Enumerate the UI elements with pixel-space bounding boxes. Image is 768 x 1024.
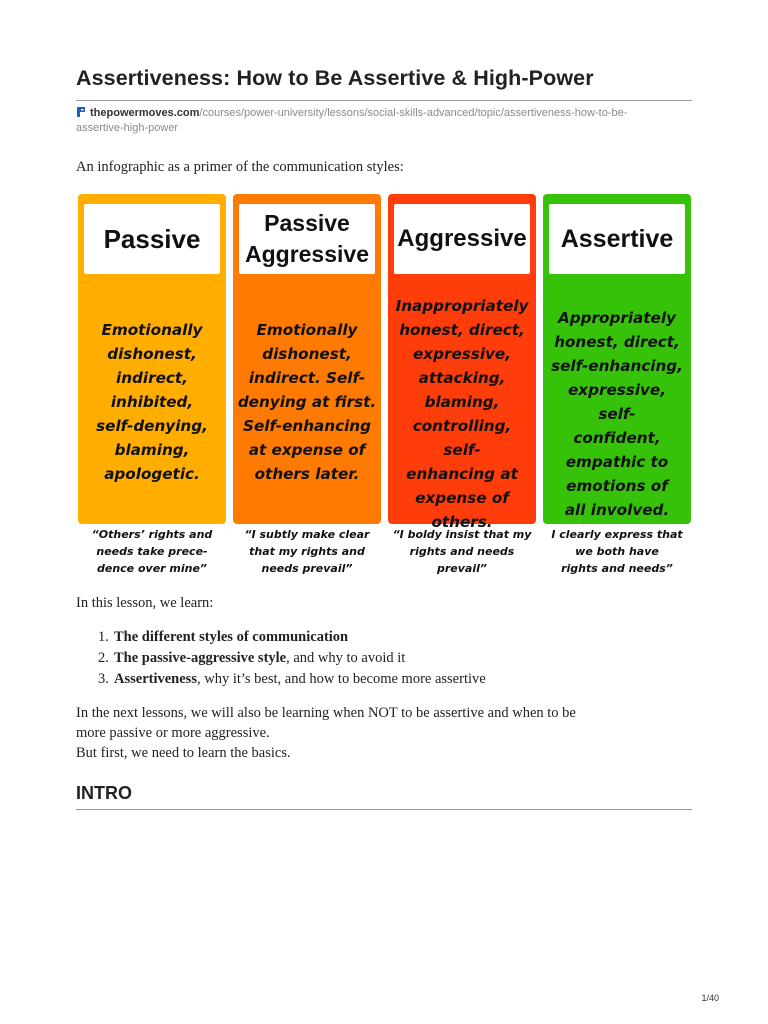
passive-aggressive-heading-line: Passive xyxy=(264,210,350,236)
quote-line: prevail” xyxy=(437,562,487,575)
desc-line: Self-enhancing xyxy=(243,417,371,435)
aggressive-heading-text: Aggressive xyxy=(397,225,527,252)
desc-line: empathic to xyxy=(565,453,669,471)
passive-aggressive-column xyxy=(233,194,381,524)
desc-line: honest, direct, xyxy=(554,333,680,351)
desc-line: expressive, xyxy=(412,345,511,363)
source-domain[interactable]: thepowermoves.com xyxy=(90,107,200,119)
paragraph-line: But first, we need to learn the basics. xyxy=(76,745,291,761)
section-heading-intro: INTRO xyxy=(76,783,132,803)
list-item xyxy=(98,627,486,648)
desc-line: inhibited, xyxy=(110,393,194,411)
desc-line: blaming, xyxy=(114,441,190,459)
desc-line: all involved. xyxy=(564,501,670,519)
desc-line: expressive, self- xyxy=(567,381,666,423)
desc-line: blaming, xyxy=(424,393,500,411)
assertive-column xyxy=(543,194,691,524)
next-lessons-paragraph xyxy=(76,703,692,763)
desc-line: Emotionally xyxy=(256,321,358,339)
quote-line: needs prevail” xyxy=(261,562,353,575)
quote-line: rights and needs xyxy=(409,545,515,558)
quote-line: “I subtly make clear xyxy=(244,528,370,541)
passive-aggressive-heading-line: Aggressive xyxy=(244,241,369,267)
desc-line: denying at first. xyxy=(237,393,377,411)
quote-line: that my rights and xyxy=(249,545,365,558)
page-title: Assertiveness: How to Be Assertive & High-Power xyxy=(76,66,594,90)
desc-line: apologetic. xyxy=(104,465,200,483)
source-path[interactable]: /courses/power-university/lessons/social-skills-advanced/topic/assertiveness-how-to-be- xyxy=(199,107,628,119)
assertive-heading xyxy=(549,204,685,274)
lesson-list xyxy=(98,627,486,690)
quote-line: I clearly express that xyxy=(551,528,683,541)
lesson-intro: In this lesson, we learn: xyxy=(76,595,214,611)
list-item xyxy=(98,669,486,690)
list-item-bold: The different styles of communication xyxy=(114,629,349,645)
list-item-bold: The passive-aggressive style xyxy=(114,650,287,666)
list-item-text: , and why to avoid it xyxy=(286,650,406,666)
passive-aggressive-heading xyxy=(239,204,375,274)
desc-line: controlling, self- xyxy=(412,417,512,459)
list-number: 1. xyxy=(98,629,109,645)
aggressive-quote xyxy=(386,526,538,577)
desc-line: attacking, xyxy=(418,369,506,387)
desc-line: honest, direct, xyxy=(399,321,525,339)
list-number: 2. xyxy=(98,650,109,666)
desc-line: others. xyxy=(431,513,493,531)
desc-line: self-enhancing, xyxy=(551,357,683,375)
page-number: 1/40 xyxy=(701,993,719,1003)
quote-line: needs take prece- xyxy=(96,545,208,558)
list-item xyxy=(98,648,486,669)
paragraph-line: In the next lessons, we will also be learning when NOT to be assertive and when to be xyxy=(76,705,576,721)
desc-line: dishonest, xyxy=(262,345,352,363)
aggressive-column xyxy=(388,194,536,531)
assertive-description xyxy=(547,306,687,522)
assertive-quote xyxy=(541,526,693,577)
passive-quote xyxy=(76,526,228,577)
communication-styles-infographic xyxy=(76,190,693,582)
desc-line: dishonest, xyxy=(107,345,197,363)
desc-line: emotions of xyxy=(566,477,668,495)
quote-line: rights and needs” xyxy=(561,562,673,575)
infographic-intro: An infographic as a primer of the communication styles: xyxy=(76,159,404,175)
desc-line: Appropriately xyxy=(558,309,676,327)
desc-line: indirect, xyxy=(116,369,188,387)
source-url[interactable] xyxy=(76,106,676,136)
passive-aggressive-description xyxy=(237,318,377,486)
assertive-heading-text: Assertive xyxy=(560,224,674,253)
desc-line: at expense of xyxy=(248,441,366,459)
title-divider xyxy=(76,100,692,101)
passive-aggressive-quote xyxy=(231,526,383,577)
quote-line: “I boldy insist that my xyxy=(392,528,532,541)
desc-line: others later. xyxy=(254,465,360,483)
thepowermoves-logo-icon xyxy=(76,106,87,118)
source-path-cont[interactable]: assertive-high-power xyxy=(76,122,179,134)
desc-line: self-denying, xyxy=(96,417,208,435)
list-item-bold: Assertiveness xyxy=(114,671,197,687)
desc-line: enhancing at xyxy=(406,465,518,483)
desc-line: expense of xyxy=(415,489,509,507)
quote-line: “Others’ rights and xyxy=(91,528,213,541)
desc-line: confident, xyxy=(573,429,661,447)
list-item-text: , why it’s best, and how to become more assertive xyxy=(196,671,486,687)
desc-line: Inappropriately xyxy=(395,297,529,315)
passive-column xyxy=(78,194,226,524)
quote-line: dence over mine” xyxy=(96,562,208,575)
quote-line: we both have xyxy=(575,545,659,558)
passive-heading xyxy=(84,204,220,274)
passive-description xyxy=(82,318,222,486)
aggressive-heading xyxy=(394,204,530,274)
paragraph-line: more passive or more aggressive. xyxy=(76,725,270,741)
section-divider xyxy=(76,809,692,810)
desc-line: indirect. Self- xyxy=(248,369,366,387)
aggressive-description xyxy=(392,294,532,534)
desc-line: Emotionally xyxy=(101,321,203,339)
list-number: 3. xyxy=(98,671,109,687)
passive-heading-text: Passive xyxy=(103,223,201,254)
